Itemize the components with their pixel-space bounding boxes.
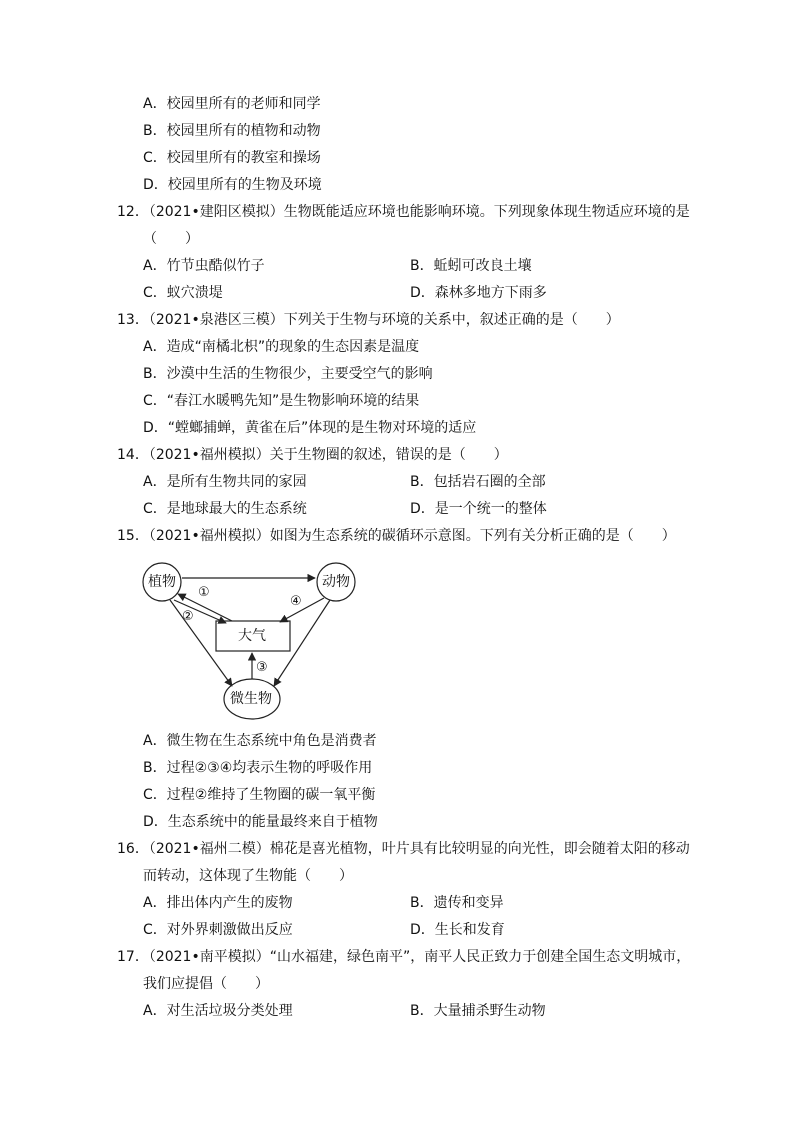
q12-option-a: A．竹节虫酷似竹子 (143, 258, 265, 274)
q17-stem-continued: 我们应提倡（ ） (143, 976, 269, 992)
q13-option-d: D．“螳螂捕蝉，黄雀在后”体现的是生物对环境的适应 (143, 420, 477, 436)
step-2-label: ② (182, 609, 194, 624)
q13-option-c: C．“春江水暖鸭先知”是生物影响环境的结果 (143, 393, 420, 409)
q15-option-d: D．生态系统中的能量最终来自于植物 (143, 814, 378, 830)
q14-option-b: B．包括岩石圈的全部 (410, 474, 546, 490)
q15-option-a: A．微生物在生态系统中角色是消费者 (143, 733, 377, 749)
q13-option-b: B．沙漠中生活的生物很少，主要受空气的影响 (143, 366, 433, 382)
carbon-cycle-diagram (132, 562, 372, 720)
step-3-label: ③ (256, 660, 268, 675)
q15-option-b: B．过程②③④均表示生物的呼吸作用 (143, 760, 373, 776)
step-1-label: ① (198, 585, 210, 600)
microbe-label: 微生物 (230, 691, 272, 707)
plant-label: 植物 (148, 574, 176, 590)
q17-option-a: A．对生活垃圾分类处理 (143, 1003, 293, 1019)
air-label: 大气 (238, 628, 266, 644)
q16-option-b: B．遗传和变异 (410, 895, 504, 911)
q11-option-d: D．校园里所有的生物及环境 (143, 177, 322, 193)
q12-option-d: D．森林多地方下雨多 (410, 285, 547, 301)
q16-option-d: D．生长和发育 (410, 922, 505, 938)
q11-option-c: C．校园里所有的教室和操场 (143, 150, 321, 166)
q13-stem: 13．（2021•泉港区三模）下列关于生物与环境的关系中，叙述正确的是（ ） (117, 312, 620, 328)
q16-stem-continued: 而转动，这体现了生物能（ ） (143, 868, 353, 884)
q13-option-a: A．造成“南橘北枳”的现象的生态因素是温度 (143, 339, 420, 355)
q15-stem: 15．（2021•福州模拟）如图为生态系统的碳循环示意图。下列有关分析正确的是（ ） (117, 528, 676, 544)
q14-option-a: A．是所有生物共同的家园 (143, 474, 307, 490)
q15-option-c: C．过程②维持了生物圈的碳一氧平衡 (143, 787, 376, 803)
q12-stem: 12．（2021•建阳区模拟）生物既能适应环境也能影响环境。下列现象体现生物适应环境的是 (117, 204, 690, 220)
q16-option-c: C．对外界刺激做出反应 (143, 922, 293, 938)
animal-label: 动物 (322, 574, 350, 590)
q12-option-c: C．蚁穴溃堤 (143, 285, 223, 301)
q16-stem: 16．（2021•福州二模）棉花是喜光植物，叶片具有比较明显的向光性，即会随着太阳的移动 (117, 841, 690, 857)
q11-option-a: A．校园里所有的老师和同学 (143, 96, 321, 112)
q17-stem: 17．（2021•南平模拟）“山水福建，绿色南平”，南平人民正致力于创建全国生态文明城市， (117, 949, 691, 965)
q14-option-d: D．是一个统一的整体 (410, 501, 547, 517)
q16-option-a: A．排出体内产生的废物 (143, 895, 293, 911)
q17-option-b: B．大量捕杀野生动物 (410, 1003, 546, 1019)
q12-stem-blank: （ ） (143, 231, 199, 247)
q11-option-b: B．校园里所有的植物和动物 (143, 123, 321, 139)
q12-option-b: B．蚯蚓可改良土壤 (410, 258, 532, 274)
q14-option-c: C．是地球最大的生态系统 (143, 501, 307, 517)
q14-stem: 14．（2021•福州模拟）关于生物圈的叙述，错误的是（ ） (117, 447, 508, 463)
step-4-label: ④ (290, 594, 302, 609)
